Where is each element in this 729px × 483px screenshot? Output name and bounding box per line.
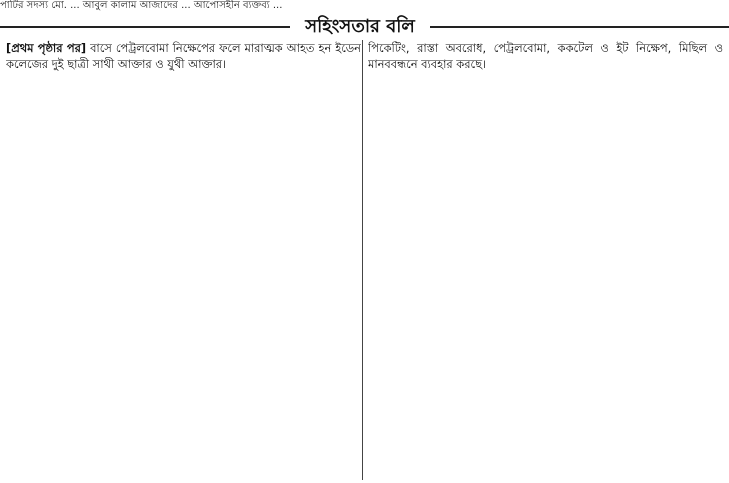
article-headline: সহিংসতার বলি (305, 16, 415, 37)
paragraph: পিকেটিং, রাস্তা অবরোধ, পেট্রলবোমা, ককটেল ও ইট নিক্ষেপ, মিছিল ও মানববন্ধনে ব্যবহার করছে। (368, 41, 723, 72)
previous-article-tail: পাটির সদস্য মো. ... আবুল কালাম আজাদের ... আপোসহীন ব্যক্তব্য ... (0, 0, 283, 11)
paragraph (6, 40, 361, 72)
headline-rule-right (430, 26, 729, 28)
headline-rule-left (0, 26, 290, 28)
continued-from-tag: [প্রথম পৃষ্ঠার পর] (6, 41, 87, 55)
column-divider (362, 40, 363, 480)
article-column-left (6, 40, 361, 480)
article-column-right (368, 40, 723, 480)
paragraph-text: বাসে পেট্রলবোমা নিক্ষেপের ফলে মারাত্মক আহত হন ইডেন কলেজের দুই ছাত্রী সাথী আক্তার ও যুথী আক্তার। (6, 41, 361, 72)
